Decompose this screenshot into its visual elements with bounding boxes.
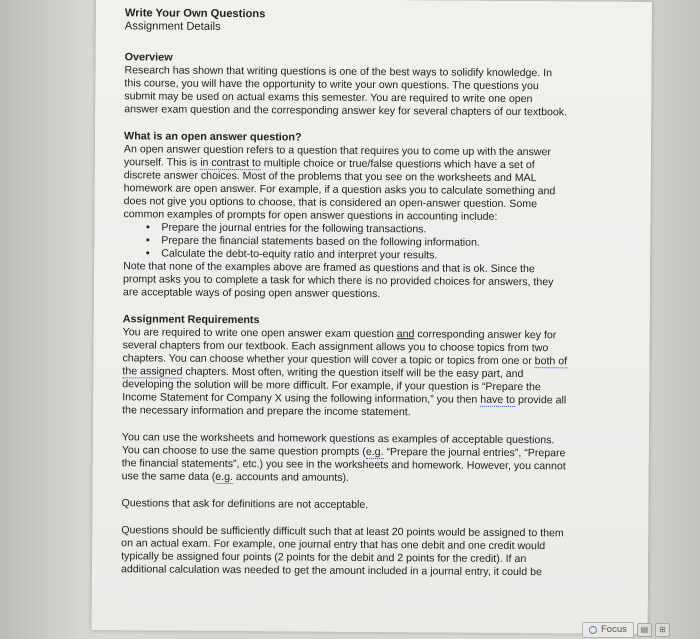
overview-heading: Overview (124, 51, 173, 64)
have-to-marked: have to (480, 393, 516, 406)
list-item: • Calculate the debt-to-equity ratio and interpret your results. (159, 248, 568, 264)
open-text-2: multiple choice or true/false questions which have a set of discrete answer choices. Most of the problems that you see on the worksheets and MAL homework are open answer. For example, if a question asks you to calculate something and does not give you options to choose, that is considered an open-answer question. Some common examples of prompts for open answer questions in accounting include: (123, 157, 556, 223)
list-item: • Prepare the financial statements based on the following information. (159, 235, 568, 251)
prompt-examples-list (123, 221, 568, 263)
req-text-2: corresponding answer key for several chapters from our textbook. Each assignment allows you to choose topics from two chapters. You can choose whether your question will cover a topic or topics from one or (122, 328, 557, 368)
open-text-1: An open answer question refers to a question that requires you to come up with the answer yourself. This is (123, 143, 551, 169)
difficulty-paragraph: Questions should be sufficiently difficult such that at least 20 points would be assigned to them on an actual exam. For example, one journal entry that has one debit and one credit would typically be assigned four points (2 points for the debit and 2 points for the credit). If an additional calculation was needed to get the amount included in a journal entry, it could be (120, 524, 564, 579)
worksheet-paragraph (122, 431, 567, 486)
requirements-heading: Assignment Requirements (122, 313, 260, 327)
status-bar (582, 620, 700, 639)
document-content (121, 7, 570, 579)
document-subtitle: Assignment Details (124, 20, 221, 33)
worksheet-text-3: accounts and amounts). (232, 471, 350, 484)
eg-marked-2: e.g. (215, 470, 234, 484)
document-title: Write Your Own Questions (124, 7, 266, 21)
print-layout-icon[interactable]: ▤ (637, 623, 652, 637)
worksheet-text-2: “Prepare the journal entries”, “Prepare the financial statements”, etc.) you see in the worksheets and homework. However, you cannot use the same data ( (121, 446, 566, 483)
in-contrast-to-marked: in contrast to (200, 156, 261, 170)
document-page (92, 0, 652, 634)
focus-label: Focus (601, 624, 627, 635)
overview-paragraph: Research has shown that writing questions is one of the best ways to solidify knowledge. In this course, you will have the opportunity to write your own questions. The questions you submit may be used on actual exams this semester. You are required to write one open answer exam question and the corresponding answer key for several chapters of our textbook. (124, 64, 568, 119)
focus-icon (589, 626, 597, 634)
both-of-assigned-marked: both of the assigned (122, 355, 568, 378)
open-answer-note: Note that none of the examples above are framed as questions and that is ok. Since the prompt asks you to complete a task for which there is no provided choices for answers, they are acceptable ways of posing open answer questions. (122, 260, 554, 301)
definitions-paragraph: Questions that ask for definitions are not acceptable. (121, 497, 369, 511)
eg-marked-1: e.g. (365, 445, 384, 459)
and-underlined: and (396, 328, 415, 341)
req-text-3: chapters. Most often, writing the question itself will be the easy part, and developing the solution will be more difficult. For example, if your question is “Prepare the Income Statement for Company X using the following information,” you then (122, 365, 541, 406)
open-answer-heading: What is an open answer question? (124, 130, 302, 144)
requirements-paragraph (122, 326, 568, 420)
list-item: • Prepare the journal entries for the following transactions. (159, 222, 568, 238)
req-text-4: provide all the necessary information and prepare the income statement. (122, 394, 567, 419)
worksheet-text-1: You can use the worksheets and homework questions as examples of acceptable questions. You can choose to use the same question prompts ( (121, 431, 555, 458)
open-answer-paragraph (123, 143, 569, 224)
req-text-1: You are required to write one open answer exam question (122, 326, 394, 341)
focus-button[interactable] (582, 622, 634, 638)
web-layout-icon[interactable]: ⊞ (655, 623, 670, 637)
